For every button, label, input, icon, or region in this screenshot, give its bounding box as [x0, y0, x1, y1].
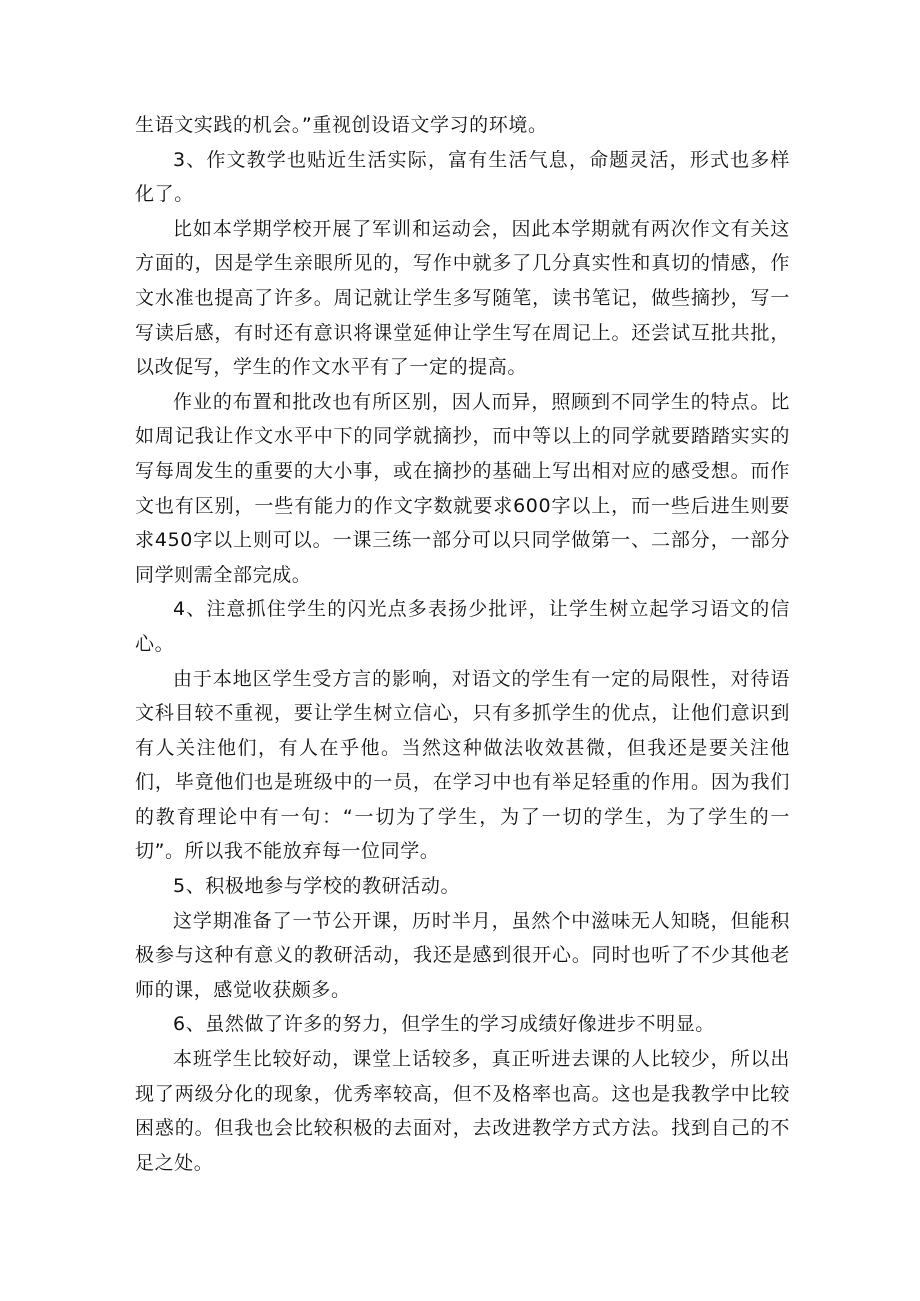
paragraph: 本班学生比较好动，课堂上话较多，真正听进去课的人比较少，所以出现了两级分化的现象，优秀率较高，但不及格率也高。这也是我教学中比较困惑的。但我也会比较积极的去面对，去改进教学方式方法。找到自己的不足之处。 [135, 1048, 790, 1174]
heading-item-4: 4、注意抓住学生的闪光点多表扬少批评，让学生树立起学习语文的信心。 [135, 598, 790, 655]
heading-item-6: 6、虽然做了许多的努力，但学生的学习成绩好像进步不明显。 [173, 1013, 715, 1036]
paragraph-continuation: 生语文实践的机会。”重视创设语文学习的环境。 [135, 114, 548, 136]
paragraph: 由于本地区学生受方言的影响，对语文的学生有一定的局限性，对待语文科目较不重视，要让学生树立信心，只有多抓学生的优点，让他们意识到有人关注他们，有人在乎他。当然这种做法收效甚微，但我还是要关注他们，毕竟他们也是班级中的一员，在学习中也有举足轻重的作用。因为我们的教育理论中有一句：“一切为了学生，为了一切的学生，为了学生的一切”。所以我不能放弃每一位同学。 [135, 667, 790, 863]
document-page [135, 108, 790, 1180]
heading-item-3: 3、作文教学也贴近生活实际，富有生活气息，命题灵活，形式也多样化了。 [135, 148, 790, 206]
paragraph: 这学期准备了一节公开课，历时半月，虽然个中滋味无人知晓，但能积极参与这种有意义的教研活动，我还是感到很开心。同时也听了不少其他老师的课，感觉收获颇多。 [135, 909, 790, 1001]
paragraph: 作业的布置和批改也有所区别，因人而异，照顾到不同学生的特点。比如周记我让作文水平中下的同学就摘抄，而中等以上的同学就要踏踏实实的写每周发生的重要的大小事，或在摘抄的基础上写出相对应的感受想。而作文也有区别，一些有能力的作文字数就要求600字以上，而一些后进生则要求450字以上则可以。一课三练一部分可以只同学做第一、二部分，一部分同学则需全部完成。 [135, 390, 790, 586]
heading-item-5: 5、积极地参与学校的教研活动。 [173, 875, 461, 898]
paragraph: 比如本学期学校开展了军训和运动会，因此本学期就有两次作文有关这方面的，因是学生亲眼所见的，写作中就多了几分真实性和真切的情感，作文水准也提高了许多。周记就让学生多写随笔，读书笔记，做些摘抄，写一写读后感，有时还有意识将课堂延伸让学生写在周记上。还尝试互批共批，以改促写，学生的作文水平有了一定的提高。 [135, 217, 790, 379]
